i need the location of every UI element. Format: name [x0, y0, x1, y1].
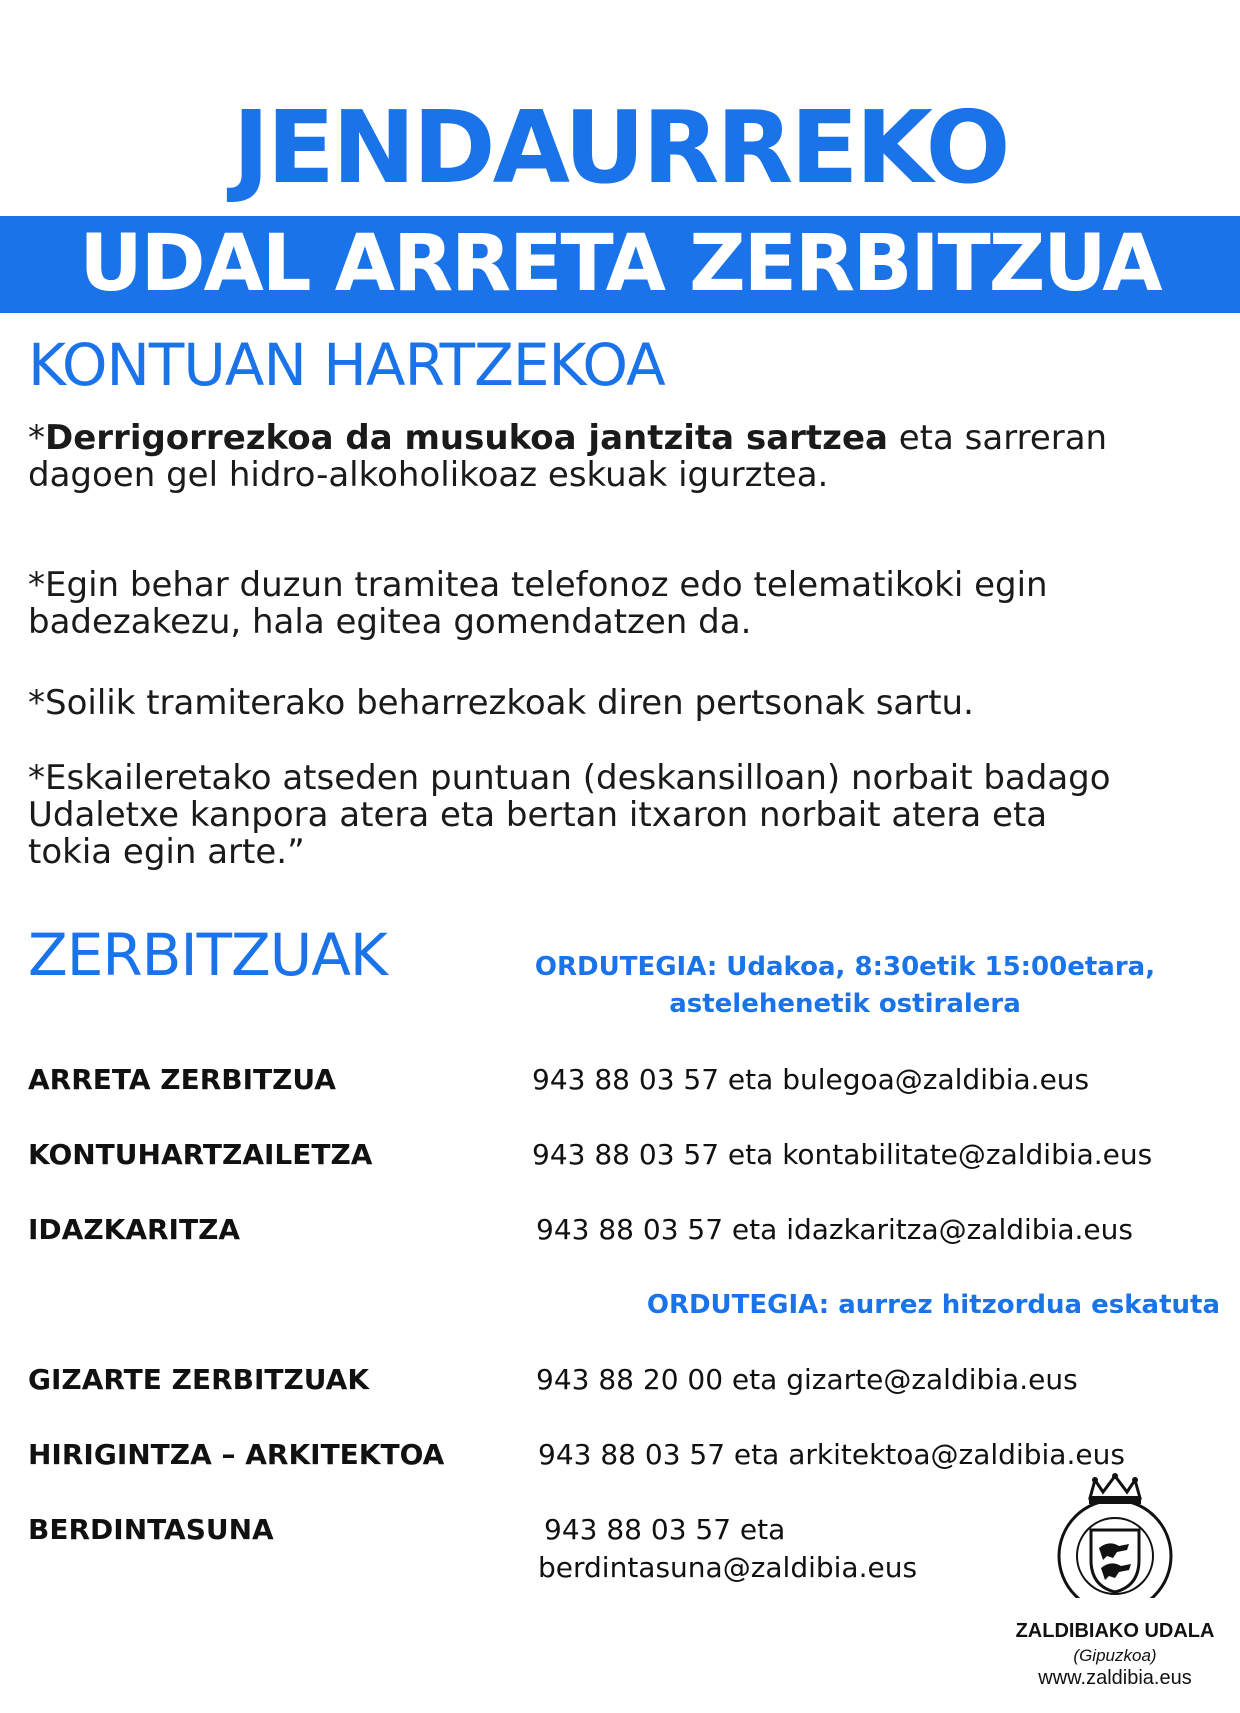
- note-prefix: *: [28, 565, 45, 605]
- service-contact: 943 88 03 57 eta bulegoa@zaldibia.eus: [532, 1063, 1090, 1096]
- note-item: [28, 567, 1218, 641]
- hours-by-appointment: ORDUTEGIA: aurrez hitzordua eskatuta: [646, 1290, 1220, 1320]
- org-region: (Gipuzkoa): [1073, 1646, 1157, 1665]
- note-item: [28, 760, 1118, 871]
- service-name: ARRETA ZERBITZUA: [28, 1063, 336, 1096]
- service-contact: 943 88 20 00 eta gizarte@zaldibia.eus: [536, 1363, 1078, 1396]
- hours-line-2: astelehenetik ostiralera: [669, 989, 1021, 1019]
- hours-line-1: ORDUTEGIA: Udakoa, 8:30etik 15:00etara,: [534, 952, 1156, 982]
- service-name: IDAZKARITZA: [28, 1213, 241, 1246]
- service-contact: 943 88 03 57 eta idazkaritza@zaldibia.eus: [536, 1213, 1133, 1246]
- coat-of-arms-icon: [1005, 1468, 1225, 1598]
- note-text: Soilik tramiterako beharrezkoak diren pertsonak sartu.: [45, 683, 974, 723]
- note-text: Egin behar duzun tramitea telefonoz edo telematikoki egin badezakezu, hala egitea gomendatzen da.: [28, 565, 1048, 642]
- service-contact: 943 88 03 57 eta: [544, 1513, 786, 1546]
- page-subtitle: UDAL ARRETA ZERBITZUA: [79, 219, 1161, 309]
- service-contact: 943 88 03 57 eta kontabilitate@zaldibia.eus: [532, 1138, 1153, 1171]
- service-contact: 943 88 03 57 eta arkitektoa@zaldibia.eus: [538, 1438, 1125, 1471]
- service-contact: berdintasuna@zaldibia.eus: [538, 1551, 918, 1584]
- note-prefix: *: [28, 683, 45, 723]
- services-heading: ZERBITZUAK: [28, 921, 387, 989]
- page-title: JENDAURREKO: [232, 89, 1008, 206]
- website-link[interactable]: www.zaldibia.eus: [1038, 1667, 1192, 1689]
- service-name: HIRIGINTZA – ARKITEKTOA: [28, 1438, 445, 1471]
- note-text: eta sarreran dagoen gel hidro-alkoholikoaz eskuak igurztea.: [28, 418, 1108, 495]
- note-bold-text: Derrigorrezkoa da musukoa jantzita sartzea: [45, 418, 888, 458]
- service-name: KONTUHARTZAILETZA: [28, 1138, 373, 1171]
- note-prefix: *: [28, 418, 45, 458]
- service-name: GIZARTE ZERBITZUAK: [28, 1363, 370, 1396]
- note-prefix: *: [28, 758, 45, 798]
- note-text: Eskaileretako atseden puntuan (deskansilloan) norbait badago Udaletxe kanpora atera eta bertan itxaron norbait atera eta tokia egin arte.”: [28, 758, 1111, 872]
- service-name: BERDINTASUNA: [28, 1513, 274, 1546]
- org-name: ZALDIBIAKO UDALA: [1015, 1620, 1215, 1642]
- note-item: [28, 685, 1218, 722]
- notes-heading: KONTUAN HARTZEKOA: [28, 331, 665, 399]
- note-item: [28, 420, 1218, 494]
